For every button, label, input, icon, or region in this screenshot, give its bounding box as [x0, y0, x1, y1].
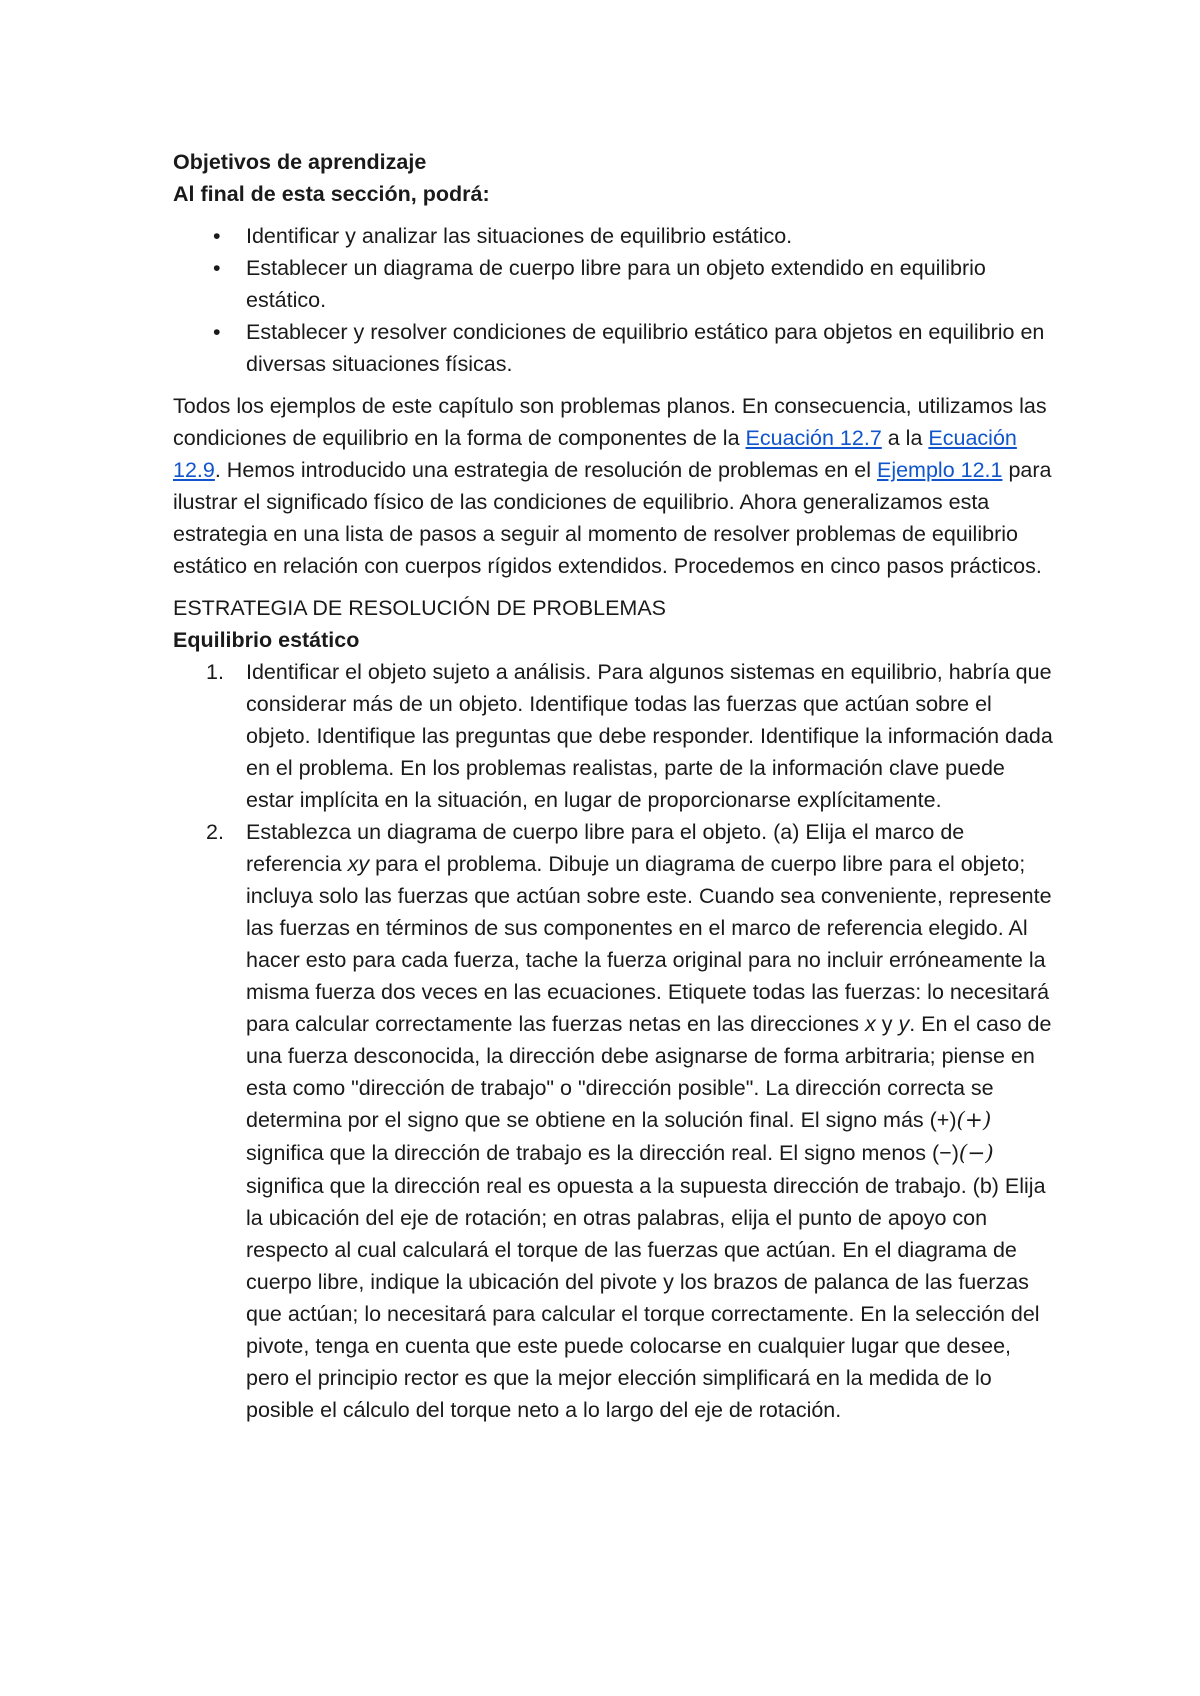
strategy-steps-list — [173, 656, 1053, 1426]
learning-objectives-subtitle: Al final de esta sección, podrá: — [173, 182, 490, 206]
document-page — [173, 146, 1053, 1426]
objective-text: Identificar y analizar las situaciones de equilibrio estático. — [246, 224, 793, 248]
plus-sign: (+) — [929, 1108, 957, 1132]
bullet-icon: • — [213, 224, 221, 248]
step-text: Identificar el objeto sujeto a análisis. Para algunos sistemas en equilibrio, habría que considerar más de un objeto. Identifique todas las fuerzas que actúan sobre el objeto. Identifique las preguntas que debe responder. Identifique la información dada en el problema. En los problemas realistas, parte de la información clave puede estar implícita en la situación, en lugar de proporcionarse explícitamente. — [246, 660, 1053, 812]
equation-12-9-link[interactable]: Ecuación 12.9 — [173, 426, 1017, 482]
step-text: . En el caso de una fuerza desconocida, la dirección debe asignarse de forma arbitraria; piense en esta como "dirección de trabajo" o "dirección posible". La dirección correcta se determina por el signo que se obtiene en la solución final. El signo más — [246, 1012, 1052, 1132]
minus-sign: (−) — [931, 1141, 959, 1165]
objective-text: Establecer un diagrama de cuerpo libre para un objeto extendido en equilibrio estático. — [246, 256, 986, 312]
bullet-icon: • — [213, 256, 221, 280]
step-text: para el problema. Dibuje un diagrama de cuerpo libre para el objeto; incluya solo las fuerzas que actúan sobre este. Cuando sea conveniente, represente las fuerzas en términos de sus componentes en el marco de referencia elegido. Al hacer esto para cada fuerza, tache la fuerza original para no incluir erróneamente la misma fuerza dos veces en las ecuaciones. Etiquete todas las fuerzas: lo necesitará para calcular correctamente las fuerzas netas en las direcciones — [246, 852, 1052, 1036]
intro-text: para ilustrar el significado físico de las condiciones de equilibrio. Ahora generalizamos esta estrategia en una lista de pasos a seguir al momento de resolver problemas de equilibrio estático en relación con cuerpos rígidos extendidos. Procedemos en cinco pasos prácticos. — [173, 458, 1052, 578]
intro-text: a la — [881, 426, 929, 450]
step-text: significa que la dirección real es opuesta a la supuesta dirección de trabajo. (b) Elija la ubicación del eje de rotación; en otras palabras, elija el punto de apoyo con respecto al cual calculará el torque de las fuerzas que actúan. En el diagrama de cuerpo libre, indique la ubicación del pivote y los brazos de palanca de las fuerzas que actúan; lo necesitará para calcular el torque correctamente. En la selección del pivote, tenga en cuenta que este puede colocarse en cualquier lugar que desee, pero el principio rector es que la mejor elección simplificará en la medida de lo posible el cálculo del torque neto a lo largo del eje de rotación. — [246, 1174, 1046, 1422]
step-number: 2. — [206, 820, 224, 844]
objective-item — [213, 252, 1053, 316]
step-number: 1. — [206, 660, 224, 684]
step-item — [206, 816, 1053, 1426]
equation-12-7-link[interactable]: Ecuación 12.7 — [745, 426, 882, 450]
y-variable: y — [898, 1012, 910, 1036]
step-text: significa que la dirección de trabajo es la dirección real. El signo menos — [246, 1141, 932, 1165]
strategy-heading: ESTRATEGIA DE RESOLUCIÓN DE PROBLEMAS — [173, 596, 667, 620]
strategy-subheading: Equilibrio estático — [173, 628, 360, 652]
objectives-list — [173, 220, 1053, 380]
objective-item — [213, 316, 1053, 380]
xy-variable: xy — [347, 852, 370, 876]
objective-item — [213, 220, 1053, 252]
intro-text: . Hemos introducido una estrategia de resolución de problemas en el — [214, 458, 877, 482]
example-12-1-link[interactable]: Ejemplo 12.1 — [876, 458, 1003, 482]
intro-paragraph — [173, 390, 1053, 582]
learning-objectives-title: Objetivos de aprendizaje — [173, 150, 427, 174]
step-item — [206, 656, 1053, 816]
x-variable: x — [865, 1012, 876, 1036]
intro-text: Todos los ejemplos de este capítulo son problemas planos. En consecuencia, utilizamos las condiciones de equilibrio en la forma de componentes de la — [173, 394, 1047, 450]
minus-sign-math: (−) — [958, 1141, 994, 1166]
bullet-icon: • — [213, 320, 221, 344]
objective-text: Establecer y resolver condiciones de equilibrio estático para objetos en equilibrio en diversas situaciones físicas. — [246, 320, 1045, 376]
plus-sign-math: (+) — [956, 1108, 992, 1133]
step-text: Establezca un diagrama de cuerpo libre para el objeto. (a) Elija el marco de referencia — [246, 820, 965, 876]
step-text: y — [875, 1012, 899, 1036]
